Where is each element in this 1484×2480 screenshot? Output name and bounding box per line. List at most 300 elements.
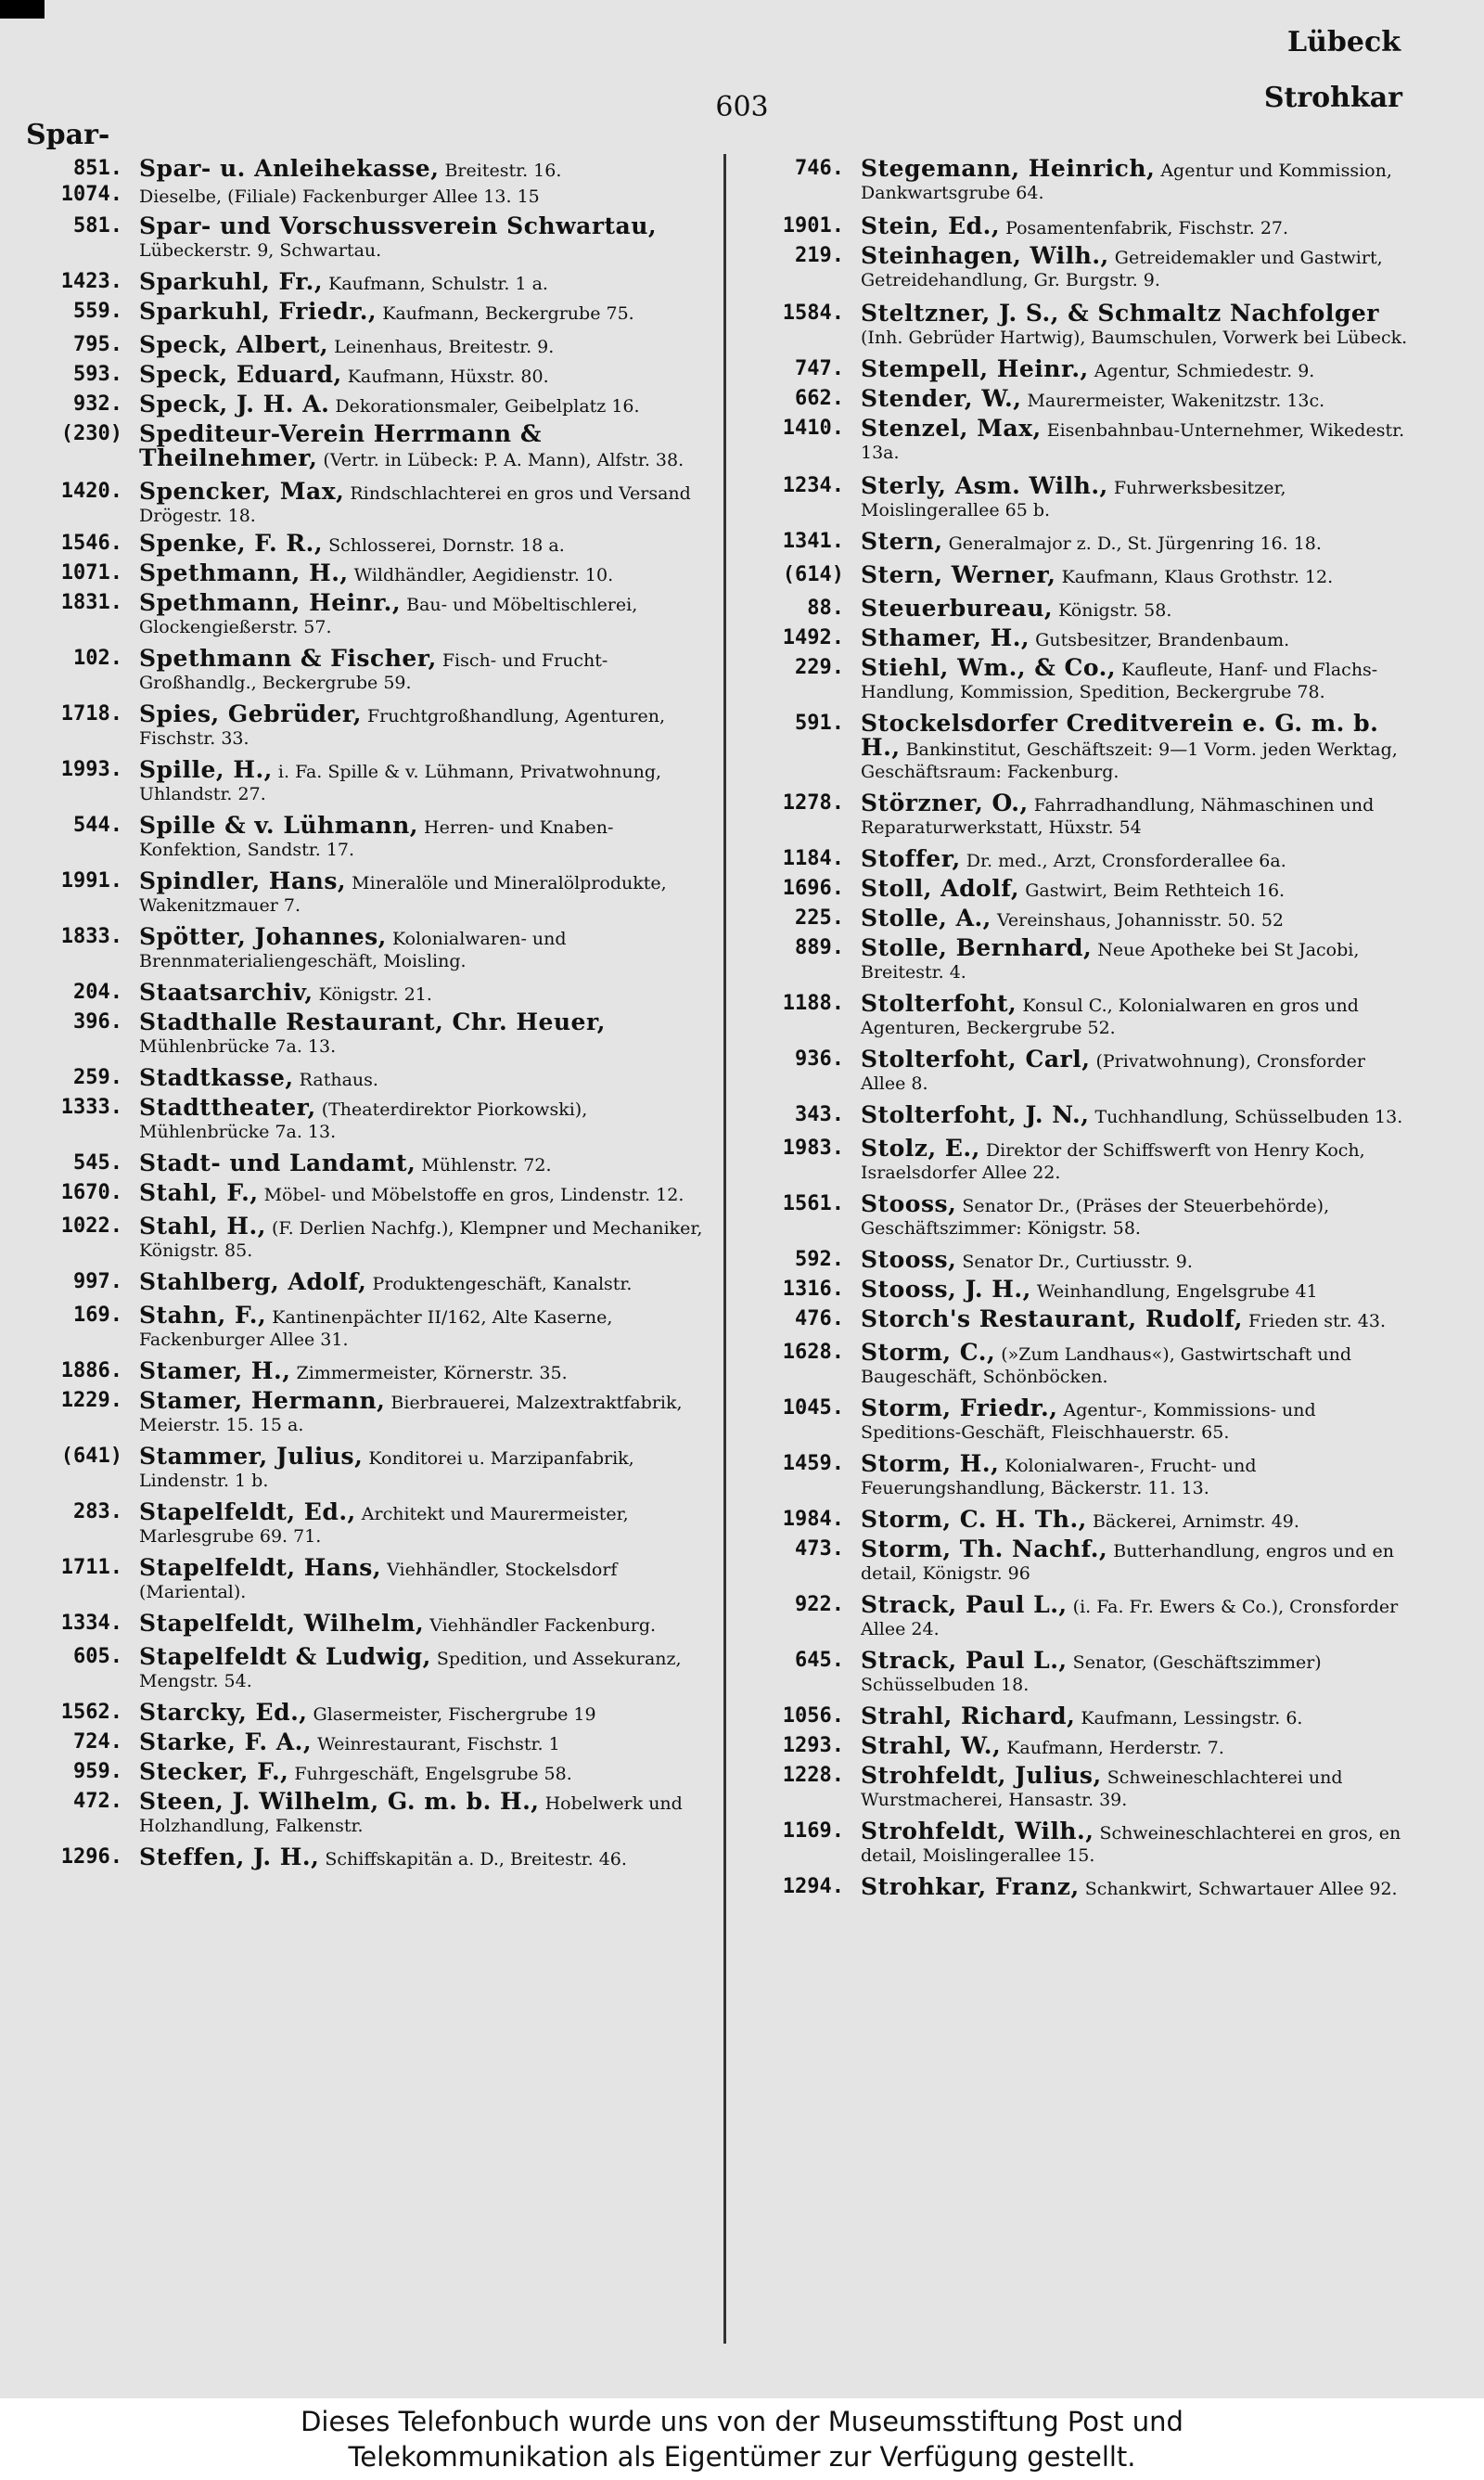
directory-entry xyxy=(742,792,1412,839)
directory-entry xyxy=(19,184,707,208)
entry-phone-number: 1628. xyxy=(782,1341,844,1364)
entry-text xyxy=(139,420,707,471)
entry-text xyxy=(861,907,1412,932)
entry-detail: Tuchhandlung, Schüsselbuden 13. xyxy=(1094,1107,1403,1127)
entry-phone-number: 746. xyxy=(795,157,844,180)
entry-phone-number: 1316. xyxy=(782,1278,844,1301)
entry-name: Stern, xyxy=(861,528,943,555)
directory-entry xyxy=(742,1048,1412,1095)
entry-text xyxy=(861,212,1412,239)
entry-text xyxy=(861,155,1412,204)
directory-entry xyxy=(742,1591,1412,1640)
directory-entry xyxy=(19,1846,707,1870)
directory-entry xyxy=(742,1246,1412,1273)
entry-detail: Generalmajor z. D., St. Jürgenring 16. 18. xyxy=(948,533,1322,554)
entry-text xyxy=(139,530,707,557)
entry-name: Stiehl, Wm., & Co., xyxy=(861,654,1117,681)
entry-detail: Kolonialwaren- und Brennmaterialiengeschäft, Moisling. xyxy=(139,929,567,971)
entry-text xyxy=(861,385,1412,412)
entry-name: Stenzel, Max, xyxy=(861,415,1042,442)
entry-phone-number: 1188. xyxy=(782,992,844,1015)
directory-entry xyxy=(742,1137,1412,1184)
directory-entry xyxy=(742,1647,1412,1696)
entry-name: Strahl, W., xyxy=(861,1732,1002,1759)
entry-text xyxy=(139,1094,707,1143)
footer-line-2: Telekommunikation als Eigentümer zur Verfügung gestellt. xyxy=(348,2441,1136,2473)
directory-entry xyxy=(19,298,707,325)
entry-text xyxy=(139,268,707,295)
entry-name: Strack, Paul L., xyxy=(861,1647,1068,1674)
entry-detail: Eisenbahnbau-Unternehmer, Wikedestr. 13a. xyxy=(861,420,1405,463)
entry-phone-number: 1296. xyxy=(60,1845,122,1869)
entry-detail: Spedition, und Assekuranz, Mengstr. 54. xyxy=(139,1649,682,1691)
entry-phone-number: 1561. xyxy=(782,1192,844,1215)
entry-text xyxy=(139,1699,707,1726)
entry-detail: Architekt und Maurermeister, Marlesgrube 69. 71. xyxy=(139,1504,629,1547)
entry-text xyxy=(139,1498,707,1548)
entry-phone-number: 1293. xyxy=(782,1734,844,1757)
entry-phone-number: 1022. xyxy=(60,1214,122,1238)
left-column xyxy=(19,155,707,1870)
entry-detail: Dieselbe, (Filiale) Fackenburger Allee 13. 15 xyxy=(139,186,540,207)
entry-text xyxy=(139,1846,707,1870)
entry-detail: Posamentenfabrik, Fischstr. 27. xyxy=(1005,218,1289,238)
entry-phone-number: 476. xyxy=(795,1307,844,1330)
entry-name: Spenke, F. R., xyxy=(139,530,324,557)
directory-entry xyxy=(742,845,1412,872)
entry-phone-number: 204. xyxy=(73,981,122,1004)
directory-entry xyxy=(742,1762,1412,1811)
entry-phone-number: 593. xyxy=(73,363,122,386)
entry-name: Spar- u. Anleihekasse, xyxy=(139,155,440,182)
directory-entry xyxy=(19,1179,707,1206)
directory-entry xyxy=(19,1610,707,1637)
entry-name: Staatsarchiv, xyxy=(139,979,313,1006)
entry-text xyxy=(861,415,1412,464)
directory-entry xyxy=(19,756,707,805)
entry-name: Stadt- und Landamt, xyxy=(139,1150,416,1176)
entry-text xyxy=(139,700,707,750)
directory-entry xyxy=(19,867,707,917)
directory-entry xyxy=(19,979,707,1006)
entry-text xyxy=(139,298,707,325)
entry-detail: Mineralöle und Mineralölprodukte, Wakenitzmauer 7. xyxy=(139,873,667,916)
entry-text xyxy=(139,1064,707,1091)
entry-text xyxy=(861,1538,1412,1585)
directory-entry xyxy=(742,1873,1412,1900)
entry-detail: Kaufmann, Schulstr. 1 a. xyxy=(328,274,548,294)
entry-name: Speck, Albert, xyxy=(139,331,329,358)
entry-name: Steltzner, J. S., & Schmaltz Nachfolger xyxy=(861,300,1379,327)
entry-text xyxy=(861,624,1412,651)
entry-name: Storm, Th. Nachf., xyxy=(861,1536,1108,1562)
entry-text xyxy=(861,1647,1412,1696)
entry-text xyxy=(139,559,707,586)
entry-detail: Senator Dr., Curtiusstr. 9. xyxy=(962,1252,1193,1272)
entry-name: Störzner, O., xyxy=(861,790,1029,816)
directory-entry xyxy=(19,559,707,586)
entry-phone-number: 889. xyxy=(795,936,844,959)
entry-detail: Gastwirt, Beim Rethteich 16. xyxy=(1025,880,1286,901)
entry-detail: Zimmermeister, Körnerstr. 35. xyxy=(296,1363,568,1383)
entry-name: Starke, F. A., xyxy=(139,1728,313,1755)
entry-phone-number: 225. xyxy=(795,906,844,930)
entry-detail: Lübeckerstr. 9, Schwartau. xyxy=(139,240,382,261)
entry-phone-number: 1228. xyxy=(782,1764,844,1787)
entry-phone-number: 795. xyxy=(73,333,122,356)
entry-phone-number: 1886. xyxy=(60,1359,122,1382)
entry-name: Stender, W., xyxy=(861,385,1022,412)
entry-detail: Rathaus. xyxy=(299,1070,378,1090)
entry-text xyxy=(139,212,707,262)
entry-phone-number: 1074. xyxy=(60,183,122,206)
entry-text xyxy=(139,155,707,182)
scan-corner-mark xyxy=(0,0,45,19)
directory-entry xyxy=(742,155,1412,204)
directory-entry xyxy=(19,530,707,557)
directory-entry xyxy=(742,1538,1412,1585)
entry-text xyxy=(861,710,1412,783)
entry-phone-number: 959. xyxy=(73,1760,122,1783)
entry-text xyxy=(861,845,1412,872)
entry-detail: Kaufleute, Hanf- und Flachs-Handlung, Kommission, Spedition, Beckergrube 78. xyxy=(861,660,1378,702)
entry-detail: Schankwirt, Schwartauer Allee 92. xyxy=(1084,1879,1398,1899)
directory-entry xyxy=(742,472,1412,521)
directory-entry xyxy=(19,1268,707,1295)
entry-phone-number: 591. xyxy=(795,712,844,735)
entry-detail: Fuhrgeschäft, Engelsgrube 58. xyxy=(294,1764,572,1784)
directory-entry xyxy=(19,1094,707,1143)
entry-name: Stockelsdorfer Creditverein e. G. m. b. H., xyxy=(861,710,1379,761)
entry-phone-number: 724. xyxy=(73,1730,122,1754)
directory-entry xyxy=(742,528,1412,555)
entry-name: Spötter, Johannes, xyxy=(139,923,387,950)
entry-name: Stolz, E., xyxy=(861,1135,980,1162)
entry-detail: Schweineschlachterei und Wurstmacherei, Hansastr. 39. xyxy=(861,1767,1343,1810)
directory-entry xyxy=(742,1506,1412,1533)
entry-detail: Herren- und Knaben-Konfektion, Sandstr. 17. xyxy=(139,817,614,860)
entry-phone-number: (230) xyxy=(60,422,122,445)
entry-name: Stempell, Heinr., xyxy=(861,355,1089,382)
entry-phone-number: 1983. xyxy=(782,1137,844,1160)
entry-phone-number: 229. xyxy=(795,656,844,679)
entry-detail: Fisch- und Frucht-Großhandlg., Beckergrube 59. xyxy=(139,650,608,693)
entry-phone-number: 936. xyxy=(795,1047,844,1071)
entry-name: Stolle, Bernhard, xyxy=(861,934,1093,961)
entry-name: Stecker, F., xyxy=(139,1758,289,1785)
entry-name: Spethmann & Fischer, xyxy=(139,645,437,672)
entry-phone-number: 1831. xyxy=(60,591,122,614)
directory-entry xyxy=(742,624,1412,651)
directory-entry xyxy=(19,331,707,358)
entry-detail: Kaufmann, Klaus Grothstr. 12. xyxy=(1061,567,1334,587)
entry-detail: (i. Fa. Fr. Ewers & Co.), Cronsforder Allee 24. xyxy=(861,1597,1399,1639)
entry-detail: Senator Dr., (Präses der Steuerbehörde), Geschäftszimmer: Königstr. 58. xyxy=(861,1196,1330,1239)
entry-name: Stoffer, xyxy=(861,845,961,872)
entry-name: Spar- und Vorschussverein Schwartau, xyxy=(139,212,658,239)
directory-entry xyxy=(19,1357,707,1384)
entry-text xyxy=(139,478,707,527)
entry-text xyxy=(139,361,707,388)
directory-entry xyxy=(19,1788,707,1837)
entry-text xyxy=(139,1554,707,1603)
entry-text xyxy=(861,1246,1412,1273)
directory-entry xyxy=(742,1101,1412,1128)
directory-entry xyxy=(19,645,707,694)
entry-phone-number: 1718. xyxy=(60,702,122,726)
entry-phone-number: 1696. xyxy=(782,877,844,900)
entry-detail: Fahrradhandlung, Nähmaschinen und Reparaturwerkstatt, Hüxstr. 54 xyxy=(861,795,1375,838)
entry-text xyxy=(861,242,1412,291)
entry-name: Spille, H., xyxy=(139,756,273,783)
entry-phone-number: 1459. xyxy=(782,1452,844,1475)
entry-phone-number: 169. xyxy=(73,1304,122,1327)
entry-phone-number: 581. xyxy=(73,214,122,238)
entry-detail: Senator, (Geschäftszimmer) Schüsselbuden 18. xyxy=(861,1652,1322,1695)
entry-name: Stapelfeldt, Wilhelm, xyxy=(139,1610,425,1637)
entry-name: Storm, C., xyxy=(861,1339,996,1366)
entry-detail: Bäckerei, Arnimstr. 49. xyxy=(1092,1511,1299,1532)
footer-line-1: Dieses Telefonbuch wurde uns von der Museumsstiftung Post und xyxy=(301,2406,1183,2437)
directory-entry xyxy=(19,1643,707,1692)
entry-detail: Bau- und Möbeltischlerei, Glockengießerstr. 57. xyxy=(139,595,638,637)
entry-phone-number: 545. xyxy=(73,1151,122,1175)
entry-name: Strohfeldt, Wilh., xyxy=(861,1818,1094,1844)
entry-name: Stooss, J. H., xyxy=(861,1276,1031,1303)
directory-entry xyxy=(19,1699,707,1726)
entry-phone-number: 1341. xyxy=(782,530,844,553)
entry-detail: Kaufmann, Herderstr. 7. xyxy=(1006,1738,1224,1758)
entry-phone-number: 396. xyxy=(73,1010,122,1034)
entry-phone-number: 1423. xyxy=(60,270,122,293)
entry-text xyxy=(861,1276,1412,1303)
entry-name: Spediteur-Verein Herrmann & Theilnehmer, xyxy=(139,420,542,471)
entry-detail: Schlosserei, Dornstr. 18 a. xyxy=(328,535,565,556)
entry-name: Stolterfoht, xyxy=(861,990,1017,1017)
entry-detail: Breitestr. 16. xyxy=(444,161,562,181)
entry-phone-number: 605. xyxy=(73,1645,122,1668)
entry-phone-number: 997. xyxy=(73,1270,122,1293)
entry-name: Spethmann, H., xyxy=(139,559,349,586)
entry-text xyxy=(139,393,707,418)
entry-text xyxy=(861,561,1412,588)
entry-text xyxy=(139,1788,707,1837)
entry-name: Spencker, Max, xyxy=(139,478,345,505)
directory-entry xyxy=(19,1152,707,1176)
entry-text xyxy=(861,654,1412,703)
entry-phone-number: 1984. xyxy=(782,1508,844,1531)
entry-text xyxy=(861,1762,1412,1811)
entry-text xyxy=(139,923,707,972)
entry-phone-number: 343. xyxy=(795,1103,844,1126)
entry-name: Sparkuhl, Friedr., xyxy=(139,298,377,325)
directory-entry xyxy=(19,1554,707,1603)
entry-phone-number: 662. xyxy=(795,387,844,410)
entry-detail: Neue Apotheke bei St Jacobi, Breitestr. 4. xyxy=(861,940,1360,983)
directory-entry xyxy=(742,561,1412,588)
entry-detail: Vereinshaus, Johannisstr. 50. 52 xyxy=(996,910,1284,931)
directory-entry xyxy=(742,934,1412,983)
entry-name: Stahl, H., xyxy=(139,1213,266,1240)
entry-detail: Getreidemakler und Gastwirt, Getreidehandlung, Gr. Burgstr. 9. xyxy=(861,248,1383,290)
entry-phone-number: 1229. xyxy=(60,1389,122,1412)
entry-text xyxy=(861,1732,1412,1759)
directory-entry xyxy=(19,812,707,861)
entry-text xyxy=(139,589,707,638)
entry-detail: Weinrestaurant, Fischstr. 1 xyxy=(317,1734,560,1754)
entry-detail: Königstr. 58. xyxy=(1058,600,1172,621)
entry-phone-number: 747. xyxy=(795,357,844,380)
entry-name: Stein, Ed., xyxy=(861,212,1001,239)
directory-entry xyxy=(742,1394,1412,1444)
entry-name: Stahlberg, Adolf, xyxy=(139,1268,367,1295)
entry-phone-number: 1492. xyxy=(782,626,844,649)
directory-entry xyxy=(19,1215,707,1262)
entry-name: Stolterfoht, Carl, xyxy=(861,1046,1091,1073)
header-range-start: Spar- xyxy=(26,119,110,151)
entry-detail: Produktengeschäft, Kanalstr. xyxy=(372,1274,633,1294)
entry-phone-number: 1410. xyxy=(782,417,844,440)
entry-name: Sterly, Asm. Wilh., xyxy=(861,472,1108,499)
directory-entry xyxy=(742,1305,1412,1332)
entry-phone-number: 1584. xyxy=(782,302,844,325)
directory-entry xyxy=(19,1387,707,1436)
directory-entry xyxy=(19,478,707,527)
entry-text xyxy=(139,1728,707,1755)
directory-entry xyxy=(742,907,1412,932)
entry-text xyxy=(139,1179,707,1206)
entry-detail: Möbel- und Möbelstoffe en gros, Lindenstr. 12. xyxy=(263,1185,684,1205)
entry-text xyxy=(861,1137,1412,1184)
entry-detail: Konditorei u. Marzipanfabrik, Lindenstr. 1 b. xyxy=(139,1448,634,1491)
entry-phone-number: 1420. xyxy=(60,480,122,503)
entry-name: Stamer, Hermann, xyxy=(139,1387,386,1414)
entry-name: Starcky, Ed., xyxy=(139,1699,308,1726)
entry-name: Stadthalle Restaurant, Chr. Heuer, xyxy=(139,1009,607,1035)
entry-phone-number: 219. xyxy=(795,244,844,267)
entry-text xyxy=(861,1591,1412,1640)
entry-text xyxy=(139,1011,707,1058)
directory-entry xyxy=(742,302,1412,349)
entry-phone-number: 1294. xyxy=(782,1875,844,1898)
directory-entry xyxy=(19,1064,707,1091)
directory-entry xyxy=(742,415,1412,464)
directory-entry xyxy=(742,1276,1412,1303)
right-column xyxy=(742,155,1412,1900)
entry-detail: Bankinstitut, Geschäftszeit: 9—1 Vorm. jeden Werktag, Geschäftsraum: Fackenburg. xyxy=(861,739,1398,782)
entry-text xyxy=(139,645,707,694)
entry-detail: Königstr. 21. xyxy=(318,984,432,1005)
directory-entry xyxy=(742,212,1412,239)
entry-name: Strohfeldt, Julius, xyxy=(861,1762,1102,1789)
entry-text xyxy=(139,1443,707,1492)
entry-text xyxy=(861,1394,1412,1444)
entry-text xyxy=(861,472,1412,521)
entry-phone-number: 645. xyxy=(795,1649,844,1672)
directory-entry xyxy=(742,1190,1412,1240)
entry-name: Stoll, Adolf, xyxy=(861,875,1020,902)
entry-phone-number: 1169. xyxy=(782,1819,844,1843)
directory-entry xyxy=(19,923,707,972)
entry-name: Spies, Gebrüder, xyxy=(139,700,362,727)
entry-phone-number: 932. xyxy=(73,392,122,416)
directory-entry xyxy=(19,1728,707,1755)
entry-text xyxy=(861,875,1412,902)
entry-phone-number: 1234. xyxy=(782,474,844,497)
entry-text xyxy=(139,1215,707,1262)
entry-text xyxy=(861,1873,1412,1900)
entry-detail: (Inh. Gebrüder Hartwig), Baumschulen, Vorwerk bei Lübeck. xyxy=(861,328,1408,348)
entry-detail: Konsul C., Kolonialwaren en gros und Agenturen, Beckergrube 52. xyxy=(861,996,1359,1038)
entry-phone-number: 592. xyxy=(795,1248,844,1271)
directory-entry xyxy=(742,654,1412,703)
directory-entry xyxy=(742,875,1412,902)
directory-entry xyxy=(19,361,707,388)
directory-entry xyxy=(742,385,1412,412)
entry-text xyxy=(861,1820,1412,1867)
entry-text xyxy=(139,867,707,917)
entry-phone-number: 544. xyxy=(73,814,122,837)
entry-text xyxy=(139,1357,707,1384)
directory-entry xyxy=(742,242,1412,291)
entry-detail: Rindschlachterei en gros und Versand Drögestr. 18. xyxy=(139,483,691,526)
entry-phone-number: 259. xyxy=(73,1066,122,1089)
entry-name: Sparkuhl, Fr., xyxy=(139,268,324,295)
entry-detail: Bierbrauerei, Malzextraktfabrik, Meierstr. 15. 15 a. xyxy=(139,1393,683,1435)
entry-detail: Weinhandlung, Engelsgrube 41 xyxy=(1036,1281,1318,1302)
entry-phone-number: 1334. xyxy=(60,1612,122,1635)
entry-detail: Wildhändler, Aegidienstr. 10. xyxy=(353,565,614,585)
directory-entry xyxy=(19,268,707,295)
entry-detail: Kaufmann, Hüxstr. 80. xyxy=(347,366,549,387)
entry-name: Stamer, H., xyxy=(139,1357,291,1384)
entry-detail: Agentur und Kommission, Dankwartsgrube 64. xyxy=(861,161,1392,203)
entry-name: Spille & v. Lühmann, xyxy=(139,812,418,839)
entry-detail: Frieden str. 43. xyxy=(1248,1311,1386,1331)
entry-detail: Agentur, Schmiedestr. 9. xyxy=(1094,361,1315,381)
entry-detail: Dekorationsmaler, Geibelplatz 16. xyxy=(335,396,640,417)
entry-detail: (F. Derlien Nachfg.), Klempner und Mechaniker, Königstr. 85. xyxy=(139,1218,703,1261)
entry-text xyxy=(861,528,1412,555)
entry-text xyxy=(861,1305,1412,1332)
entry-detail: Mühlenstr. 72. xyxy=(421,1155,552,1176)
entry-phone-number: 559. xyxy=(73,300,122,323)
entry-phone-number: 1546. xyxy=(60,532,122,555)
entry-phone-number: 283. xyxy=(73,1500,122,1523)
entry-name: Strahl, Richard, xyxy=(861,1703,1076,1729)
directory-entry xyxy=(742,990,1412,1039)
entry-phone-number: 1071. xyxy=(60,561,122,585)
entry-text xyxy=(139,1152,707,1176)
entry-phone-number: 1833. xyxy=(60,925,122,948)
entry-detail: Hobelwerk und Holzhandlung, Falkenstr. xyxy=(139,1793,683,1836)
entry-text xyxy=(139,1304,707,1351)
directory-entry xyxy=(19,155,707,182)
entry-phone-number: 922. xyxy=(795,1593,844,1616)
entry-name: Speck, Eduard, xyxy=(139,361,342,388)
entry-detail: Kantinenpächter II/162, Alte Kaserne, Fackenburger Allee 31. xyxy=(139,1307,613,1350)
entry-name: Strohkar, Franz, xyxy=(861,1873,1080,1900)
entry-text xyxy=(861,1101,1412,1128)
entry-text xyxy=(139,184,707,208)
entry-phone-number: 1670. xyxy=(60,1181,122,1204)
directory-entry xyxy=(19,420,707,471)
entry-phone-number: 472. xyxy=(73,1790,122,1813)
entry-text xyxy=(139,1758,707,1785)
entry-name: Stegemann, Heinrich, xyxy=(861,155,1156,182)
directory-entry xyxy=(19,1443,707,1492)
entry-detail: Kaufmann, Beckergrube 75. xyxy=(382,303,634,324)
